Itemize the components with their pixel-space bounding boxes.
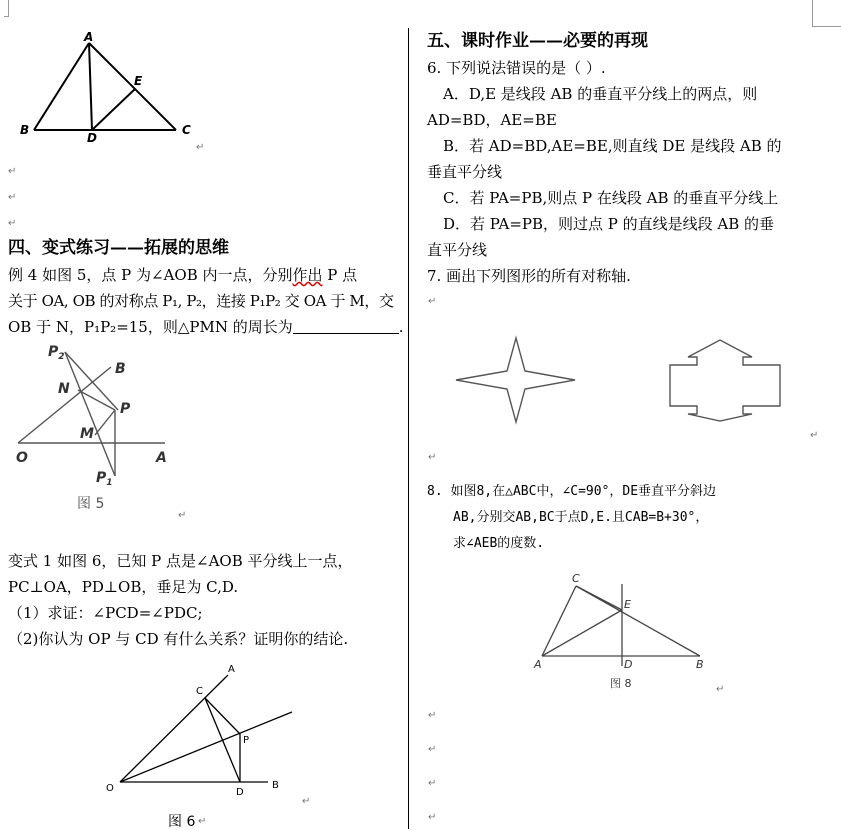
label-C: C: [572, 572, 580, 585]
figure-5-caption: 图 5: [77, 496, 105, 512]
label-E: E: [624, 598, 631, 611]
label-B: B: [20, 123, 30, 137]
option-a-line-2: AD=BD，AE=BE: [427, 111, 557, 129]
label-B: B: [115, 361, 126, 377]
figure-8: [528, 566, 728, 696]
example-4-text-3: OB 于 N，P₁P₂=15，则△PMN 的周长为: [8, 318, 293, 336]
label-D: D: [624, 658, 633, 671]
example-4-line-2: 关于 OA, OB 的对称点 P₁, P₂，连接 P₁P₂ 交 OA 于 M，交: [8, 292, 394, 310]
example-4-line-1: [8, 265, 357, 285]
paragraph-mark: ↵: [8, 166, 17, 177]
example-4-text-b: 作出: [292, 266, 323, 284]
paragraph-mark: ↵: [428, 778, 437, 789]
paragraph-mark: ↵: [716, 684, 725, 695]
label-A: A: [84, 30, 94, 44]
variant-1-question-1: （1）求证：∠PCD=∠PDC;: [8, 604, 203, 622]
paragraph-mark: ↵: [428, 710, 437, 721]
label-A: A: [228, 664, 235, 675]
option-d-line-2: 直平分线: [427, 241, 488, 259]
paragraph-mark: ↵: [198, 816, 207, 827]
variant-1-line-1: 变式 1 如图 6，已知 P 点是∠AOB 平分线上一点，: [8, 552, 353, 570]
section-4-heading: 四、变式练习——拓展的思维: [8, 238, 229, 258]
column-divider: [408, 28, 409, 829]
variant-1-line-2: PC⊥OA，PD⊥OB，垂足为 C,D.: [8, 578, 239, 596]
example-4-text-c: P 点: [322, 266, 358, 284]
example-4-text-3-end: .: [398, 318, 404, 336]
paragraph-mark: ↵: [302, 796, 311, 807]
label-B: B: [696, 658, 704, 671]
paragraph-mark: ↵: [8, 218, 17, 229]
question-6-stem: 6. 下列说法错误的是（ ）.: [427, 59, 606, 77]
label-C: C: [196, 686, 203, 697]
paragraph-mark: ↵: [178, 510, 187, 521]
option-c: C．若 PA=PB,则点 P 在线段 AB 的垂直平分线上: [443, 189, 779, 207]
option-b-line-1: B．若 AD=BD,AE=BE,则直线 DE 是线段 AB 的: [443, 137, 782, 155]
arrow-cross-shape: [670, 340, 780, 421]
paragraph-mark: ↵: [8, 192, 17, 203]
answer-blank[interactable]: [293, 319, 399, 334]
paragraph-mark: ↵: [810, 430, 819, 441]
variant-1-question-2: （2)你认为 OP 与 CD 有什么关系？证明你的结论.: [8, 630, 349, 648]
four-point-star: [456, 338, 575, 422]
figure-5: [10, 340, 190, 518]
paragraph-mark: ↵: [196, 142, 205, 153]
figure-star-and-arrow-shape: [450, 334, 790, 429]
crop-mark-top-right: [812, 0, 841, 27]
example-4-line-3: [8, 317, 404, 337]
label-C: C: [182, 123, 191, 137]
figure-6-caption: 图 6: [168, 814, 196, 830]
label-P: P: [120, 401, 131, 417]
option-a-line-1: A．D,E 是线段 AB 的垂直平分线上的两点，则: [443, 85, 758, 103]
label-O: O: [106, 783, 114, 794]
option-d-line-1: D．若 PA=PB，则过点 P 的直线是线段 AB 的垂: [443, 215, 775, 233]
figure-8-caption: 图 8: [610, 677, 632, 690]
label-P2: $P_2$: [48, 344, 65, 362]
label-A: A: [156, 450, 167, 466]
label-E: E: [134, 74, 143, 88]
paragraph-mark: ↵: [428, 744, 437, 755]
label-P: P: [243, 735, 250, 746]
example-4-text-a: 例 4 如图 5，点 P 为∠AOB 内一点，分别: [8, 266, 293, 284]
question-8-line-3: 求∠AEB的度数.: [453, 536, 545, 551]
crop-mark-top-left: [4, 0, 9, 17]
option-b-line-2: 垂直平分线: [427, 163, 503, 181]
label-B: B: [272, 780, 279, 791]
figure-triangle-top: [14, 28, 214, 148]
label-A: A: [534, 658, 542, 671]
label-D: D: [236, 787, 244, 798]
paragraph-mark: ↵: [428, 296, 437, 307]
figure-6: [100, 660, 310, 830]
label-P1: $P_1$: [96, 470, 113, 488]
question-8-line-2: AB,分别交AB,BC于点D,E.且CAB=B+30°，: [453, 510, 709, 525]
label-O: O: [16, 450, 28, 466]
question-7-stem: 7. 画出下列图形的所有对称轴.: [427, 267, 631, 285]
paragraph-mark: ↵: [428, 812, 437, 823]
label-M: M: [80, 426, 94, 442]
paragraph-mark: ↵: [428, 452, 437, 463]
section-5-heading: 五、课时作业——必要的再现: [427, 31, 648, 51]
question-8-line-1: 8. 如图8,在△ABC中，∠C=90°，DE垂直平分斜边: [427, 484, 717, 499]
label-N: N: [58, 381, 70, 397]
label-D: D: [87, 131, 97, 145]
